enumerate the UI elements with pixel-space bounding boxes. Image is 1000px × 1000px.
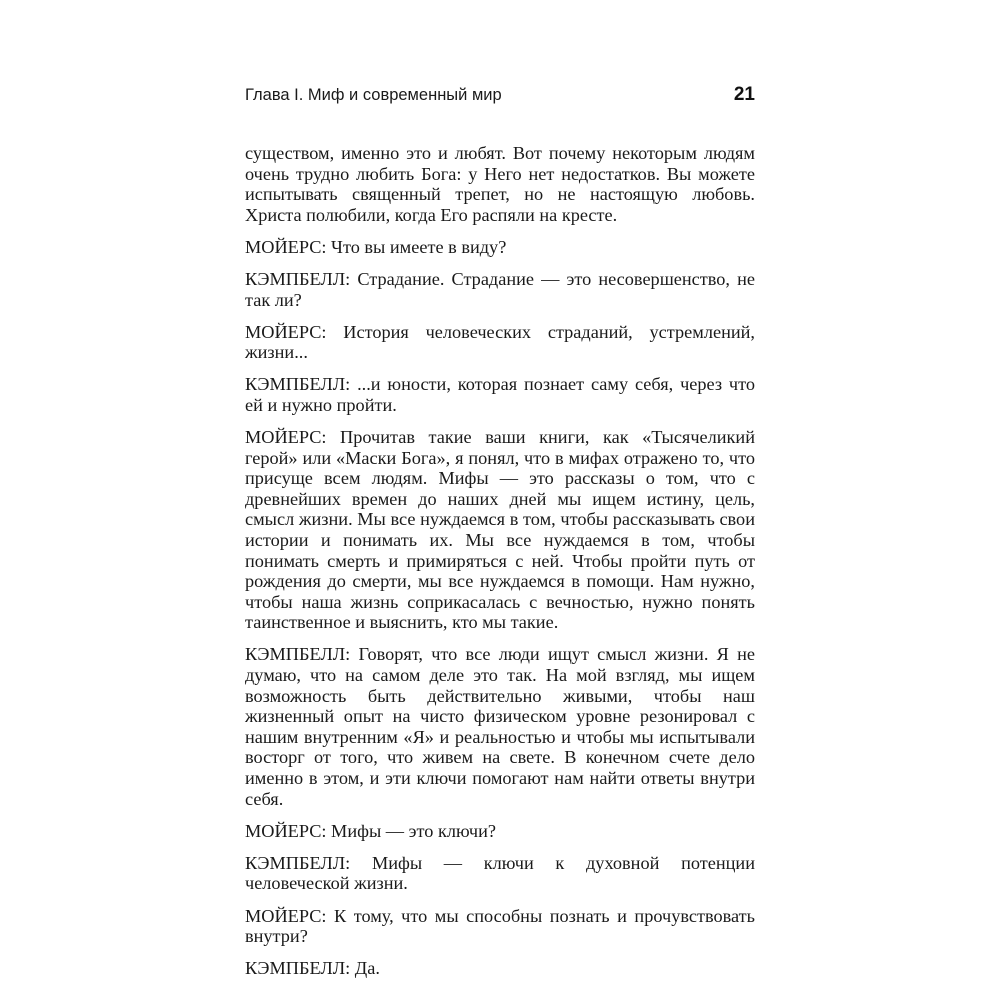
paragraph: КЭМПБЕЛЛ: Страдание. Страдание — это несовершенство, не так ли? <box>245 268 755 310</box>
page-number: 21 <box>733 84 755 105</box>
chapter-title: Глава I. Миф и современный мир <box>245 86 502 104</box>
running-header <box>245 84 755 106</box>
paragraph: КЭМПБЕЛЛ: Да. <box>245 958 380 979</box>
paragraph: КЭМПБЕЛЛ: ...и юности, которая познает саму себя, через что ей и нужно пройти. <box>245 374 755 415</box>
paragraph: МОЙЕРС: История человеческих страданий, устремлений, жизни... <box>245 321 755 363</box>
page-body <box>245 143 755 990</box>
paragraph: КЭМПБЕЛЛ: Мифы — ключи к духовной потенции человеческой жизни. <box>245 852 755 894</box>
paragraph: МОЙЕРС: Что вы имеете в виду? <box>245 236 507 257</box>
paragraph: существом, именно это и любят. Вот почему некоторым людям очень трудно любить Бога: у Него нет недостатков. Вы можете испытывать священный трепет, но не настоящую любовь. Христа полюбили, когда Его распяли на кресте. <box>245 143 755 225</box>
paragraph: МОЙЕРС: Мифы — это ключи? <box>245 820 497 841</box>
paragraph: МОЙЕРС: К тому, что мы способны познать и прочувствовать внутри? <box>245 905 755 947</box>
paragraph: МОЙЕРС: Прочитав такие ваши книги, как «Тысячеликий герой» или «Маски Бога», я понял, что в мифах отражено то, что присуще всем людям. Мифы — это рассказы о том, что с древнейших времен до наших дней мы ищем истину, цель, смысл жизни. Мы все нуждаемся в том, чтобы рассказывать свои истории и понимать их. Мы все нуждаемся в том, чтобы понимать смерть и примиряться с ней. Чтобы пройти путь от рождения до смерти, мы все нуждаемся в помощи. Нам нужно, чтобы наша жизнь соприкасалась с вечностью, нужно понять таинственное и выяснить, кто мы такие. <box>245 427 755 633</box>
paragraph: КЭМПБЕЛЛ: Говорят, что все люди ищут смысл жизни. Я не думаю, что на самом деле это так. На мой взгляд, мы ищем возможность быть действительно живыми, чтобы наш жизненный опыт на чисто физическом уровне резонировал с нашим внутренним «Я» и реальностью и чтобы мы испытывали восторг от того, что живем на свете. В конечном счете дело именно в этом, и эти ключи помогают нам найти ответы внутри себя. <box>245 644 755 809</box>
